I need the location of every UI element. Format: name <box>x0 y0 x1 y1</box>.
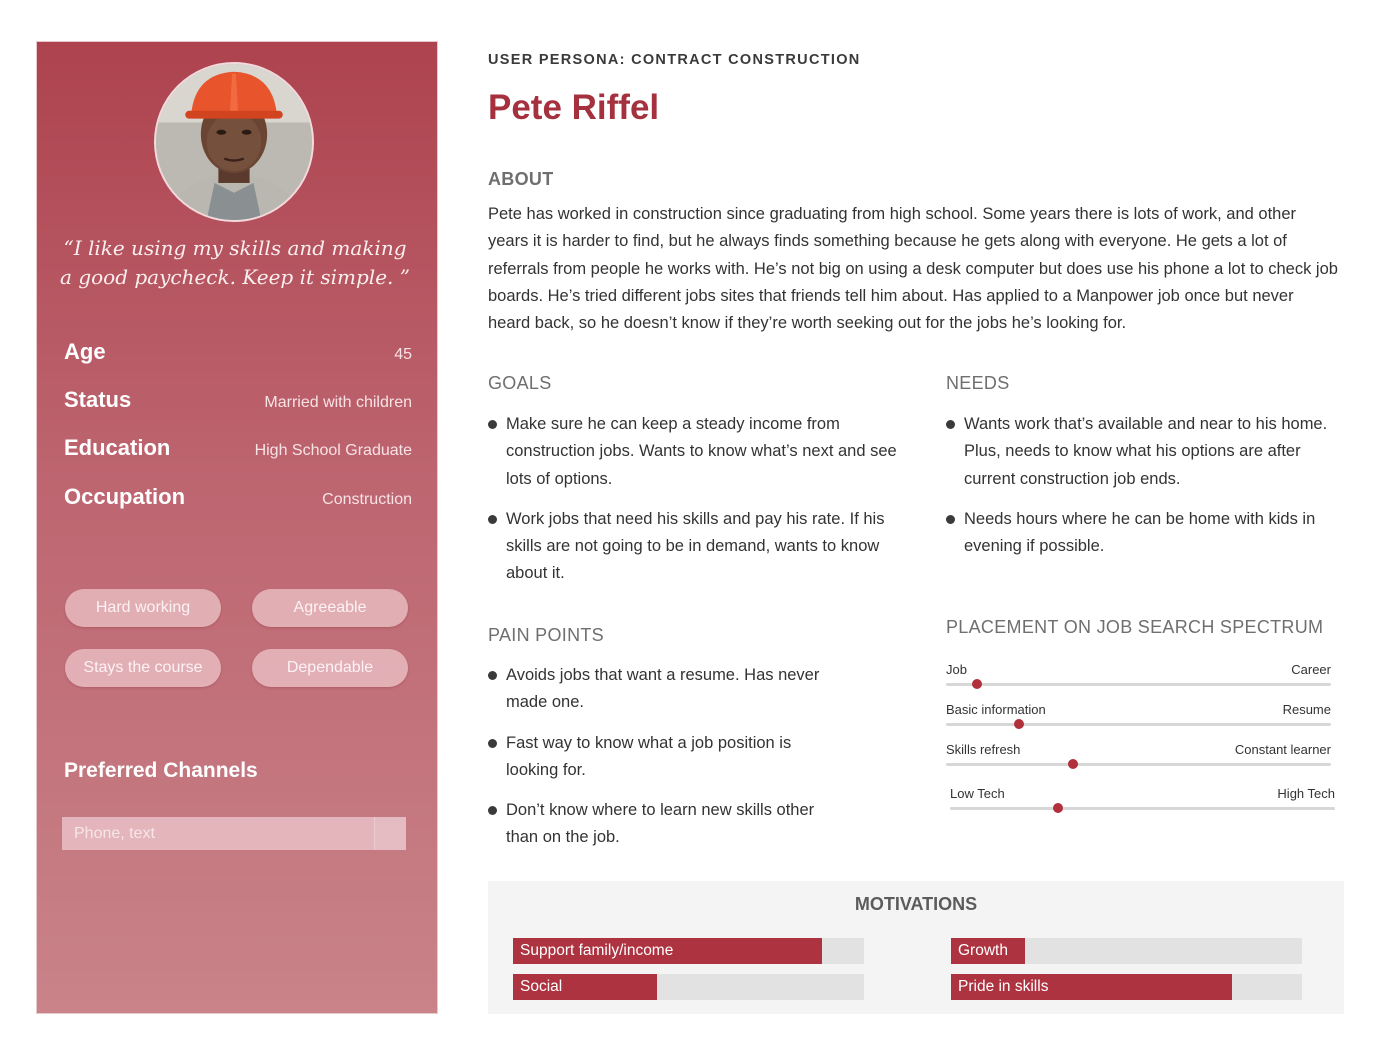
list-item <box>946 411 1346 493</box>
motivation-bar <box>951 974 1302 1000</box>
motivation-label: Support family/income <box>520 942 674 959</box>
spectrum-track <box>950 807 1335 810</box>
persona-quote: “I like using my skills and making a good paycheck. Keep it simple. ” <box>60 236 410 289</box>
motivation-bar <box>951 938 1302 964</box>
persona-eyebrow: USER PERSONA: CONTRACT CONSTRUCTION <box>488 52 861 68</box>
pain-points-list <box>488 662 838 865</box>
spectrum-row <box>950 786 1335 816</box>
stat-label: Education <box>64 435 171 460</box>
persona-sidebar <box>37 42 437 1013</box>
stat-label: Age <box>64 339 106 364</box>
spectrum-right-label: Resume <box>1282 702 1331 717</box>
about-title: ABOUT <box>488 169 554 189</box>
goals-list <box>488 411 908 601</box>
goals-title: GOALS <box>488 373 552 393</box>
list-item <box>488 797 838 852</box>
spectrum-left-label: Skills refresh <box>946 742 1021 757</box>
list-item-text: Wants work that’s available and near to his home. Plus, needs to know what his options are after current construction job ends. <box>964 415 1328 488</box>
stat-value: Married with children <box>264 394 412 411</box>
list-item-text: Fast way to know what a job position is looking for. <box>506 733 792 779</box>
stat-value: 45 <box>394 346 412 363</box>
bullet-icon <box>488 515 497 524</box>
motivation-label: Growth <box>958 942 1008 959</box>
spectrum-track <box>946 683 1331 686</box>
spectrum-left-label: Low Tech <box>950 786 1005 801</box>
stat-label: Occupation <box>64 484 186 509</box>
trait-badge: Agreeable <box>252 589 408 627</box>
needs-list <box>946 411 1346 573</box>
motivations-title: MOTIVATIONS <box>854 894 978 914</box>
trait-badge: Stays the course <box>65 649 221 687</box>
spectrum-marker <box>1014 719 1024 729</box>
bullet-icon <box>488 420 497 429</box>
spectrum-title: PLACEMENT ON JOB SEARCH SPECTRUM <box>946 617 1324 637</box>
spectrum-marker <box>1068 759 1078 769</box>
spectrum-marker <box>972 679 982 689</box>
list-item <box>488 730 838 785</box>
list-item <box>488 411 908 493</box>
bullet-icon <box>488 739 497 748</box>
person-photo-icon <box>156 64 312 220</box>
bullet-icon <box>946 420 955 429</box>
spectrum-row <box>946 702 1331 732</box>
spectrum-right-label: High Tech <box>1277 786 1335 801</box>
stat-row-status <box>64 387 412 413</box>
spectrum-track <box>946 763 1331 766</box>
list-item-text: Needs hours where he can be home with kids in evening if possible. <box>964 509 1316 556</box>
preferred-channels-field <box>62 817 406 850</box>
about-text: Pete has worked in construction since graduating from high school. Some years there is lots of work, and other years it is harder to find, but he always finds something because he gets along with everyone. He gets a lot of referrals from people he works with. He’s not big on using a desk computer but does use his phone a lot to check job boards. He’s tried different jobs sites that friends tell him about. Has applied to a Manpower job once but never heard back, so he doesn’t know if they’re worth seeking out for the jobs he’s looking for. <box>488 205 1338 333</box>
motivation-bar <box>513 974 864 1000</box>
list-item <box>946 506 1346 561</box>
bullet-icon <box>946 515 955 524</box>
stat-value: High School Graduate <box>254 442 412 459</box>
preferred-channels-value: Phone, text <box>74 824 155 842</box>
trait-badge: Dependable <box>252 649 408 687</box>
motivation-label: Pride in skills <box>958 978 1049 995</box>
preferred-channels-title: Preferred Channels <box>64 759 258 782</box>
stat-value: Construction <box>322 491 412 508</box>
spectrum-right-label: Constant learner <box>1234 742 1331 757</box>
list-item <box>488 662 838 717</box>
list-item-text: Make sure he can keep a steady income from construction jobs. Wants to know what’s next and see lots of options. <box>506 415 897 488</box>
persona-name: Pete Riffel <box>488 88 660 127</box>
stat-row-age <box>64 339 412 365</box>
list-item <box>488 506 908 588</box>
stat-row-education <box>64 435 412 461</box>
trait-badge: Hard working <box>65 589 221 627</box>
stat-row-occupation <box>64 484 412 510</box>
pain-points-title: PAIN POINTS <box>488 625 604 645</box>
bullet-icon <box>488 806 497 815</box>
list-item-text: Work jobs that need his skills and pay his rate. If his skills are not going to be in demand, wants to know about it. <box>506 509 885 583</box>
spectrum-row <box>946 662 1331 692</box>
motivation-label: Social <box>520 978 563 995</box>
spectrum-left-label: Job <box>946 662 967 677</box>
bullet-icon <box>488 671 497 680</box>
spectrum-track <box>946 723 1331 726</box>
channel-field-end-cap <box>374 817 406 850</box>
spectrum-right-label: Career <box>1291 662 1331 677</box>
needs-title: NEEDS <box>946 373 1010 393</box>
list-item-text: Avoids jobs that want a resume. Has never made one. <box>506 666 820 712</box>
motivation-bar <box>513 938 864 964</box>
stat-label: Status <box>64 387 132 412</box>
spectrum-left-label: Basic information <box>946 702 1046 717</box>
motivations-panel <box>488 881 1344 1014</box>
spectrum-row <box>946 742 1331 772</box>
list-item-text: Don’t know where to learn new skills other than on the job. <box>506 801 815 847</box>
avatar <box>154 62 314 222</box>
spectrum-marker <box>1053 803 1063 813</box>
